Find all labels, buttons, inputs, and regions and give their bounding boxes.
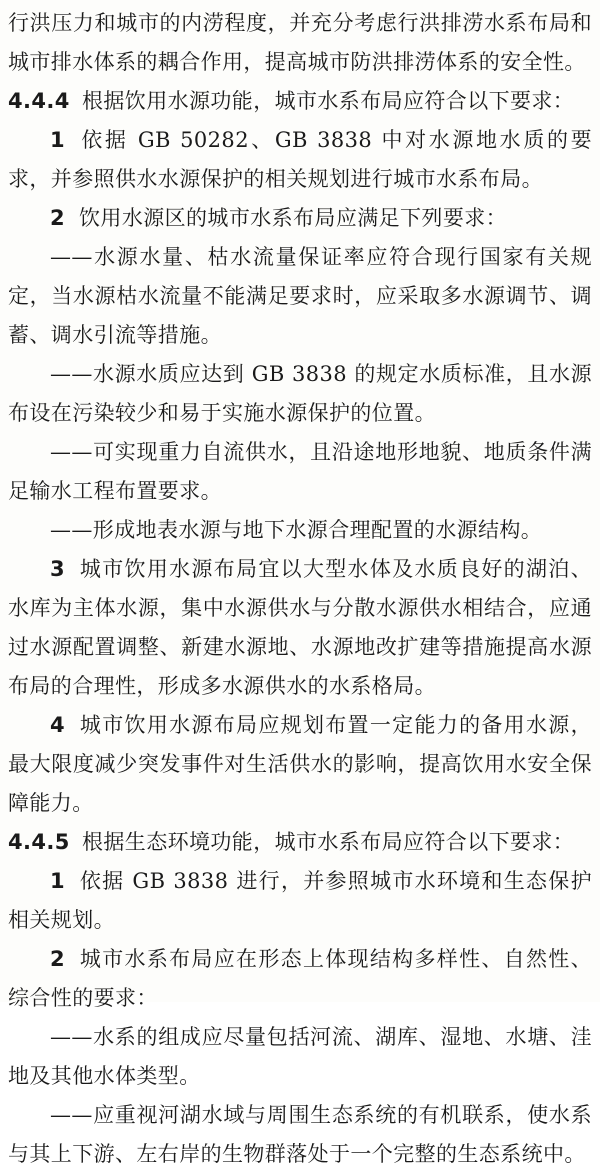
item-number: 3 xyxy=(50,557,66,581)
paragraph-text: 行洪压力和城市的内涝程度，并充分考虑行洪排涝水系布局和城市排水体系的耦合作用，提高城市防洪排涝体系的安全性。 xyxy=(8,11,592,74)
item-number: 2 xyxy=(50,947,66,971)
item-text: 城市水系布局应在形态上体现结构多样性、自然性、综合性的要求： xyxy=(8,947,592,1010)
item-text: 依据 GB 50282、GB 3838 中对水源地水质的要求，并参照供水水源保护的相关规划进行城市水系布局。 xyxy=(8,128,592,191)
dash-item-4 xyxy=(8,511,592,550)
dash-item-1 xyxy=(8,238,592,355)
item-number: 1 xyxy=(50,128,66,152)
clause-text: 根据饮用水源功能，城市水系布局应符合以下要求： xyxy=(82,89,575,113)
item-1 xyxy=(8,121,592,199)
dash-item-6 xyxy=(8,1096,592,1174)
item-2 xyxy=(8,199,592,238)
dash-item-text: ——应重视河湖水域与周围生态系统的有机联系，使水系与其上下游、左右岸的生物群落处于一个完整的生态系统中。 xyxy=(8,1103,592,1166)
dash-item-2 xyxy=(8,355,592,433)
dash-item-text: ——水源水质应达到 GB 3838 的规定水质标准，且水源布设在污染较少和易于实施水源保护的位置。 xyxy=(8,362,592,425)
dash-item-text: ——水源水量、枯水流量保证率应符合现行国家有关规定，当水源枯水流量不能满足要求时，应采取多水源调节、调蓄、调水引流等措施。 xyxy=(8,245,592,347)
clause-text: 根据生态环境功能，城市水系布局应符合以下要求： xyxy=(82,830,575,854)
dash-item-text: ——水系的组成应尽量包括河流、湖库、湿地、水塘、洼地及其他水体类型。 xyxy=(8,1025,592,1088)
dash-item-text: ——可实现重力自流供水，且沿途地形地貌、地质条件满足输水工程布置要求。 xyxy=(8,440,592,503)
item-text: 城市饮用水源布局应规划布置一定能力的备用水源，最大限度减少突发事件对生活供水的影响，提高饮用水安全保障能力。 xyxy=(8,713,592,815)
item-1-b xyxy=(8,862,592,940)
item-3 xyxy=(8,550,592,706)
clause-number: 4.4.4 xyxy=(8,89,70,113)
item-text: 城市饮用水源布局宜以大型水体及水质良好的湖泊、水库为主体水源，集中水源供水与分散水源供水相结合，应通过水源配置调整、新建水源地、水源地改扩建等措施提高水源布局的合理性，形成多水源供水的水系格局。 xyxy=(8,557,592,698)
dash-item-3 xyxy=(8,433,592,511)
item-number: 4 xyxy=(50,713,66,737)
item-4 xyxy=(8,706,592,823)
item-text: 依据 GB 3838 进行，并参照城市水环境和生态保护相关规划。 xyxy=(8,869,592,932)
item-2-b xyxy=(8,940,592,1018)
item-number: 1 xyxy=(50,869,66,893)
dash-item-text: ——形成地表水源与地下水源合理配置的水源结构。 xyxy=(50,518,543,542)
item-number: 2 xyxy=(50,206,66,230)
item-text: 饮用水源区的城市水系布局应满足下列要求： xyxy=(79,206,508,230)
paragraph-continuation xyxy=(8,4,592,82)
dash-item-5 xyxy=(8,1018,592,1096)
clause-number: 4.4.5 xyxy=(8,830,70,854)
clause-4-4-5 xyxy=(8,823,592,862)
clause-4-4-4 xyxy=(8,82,592,121)
